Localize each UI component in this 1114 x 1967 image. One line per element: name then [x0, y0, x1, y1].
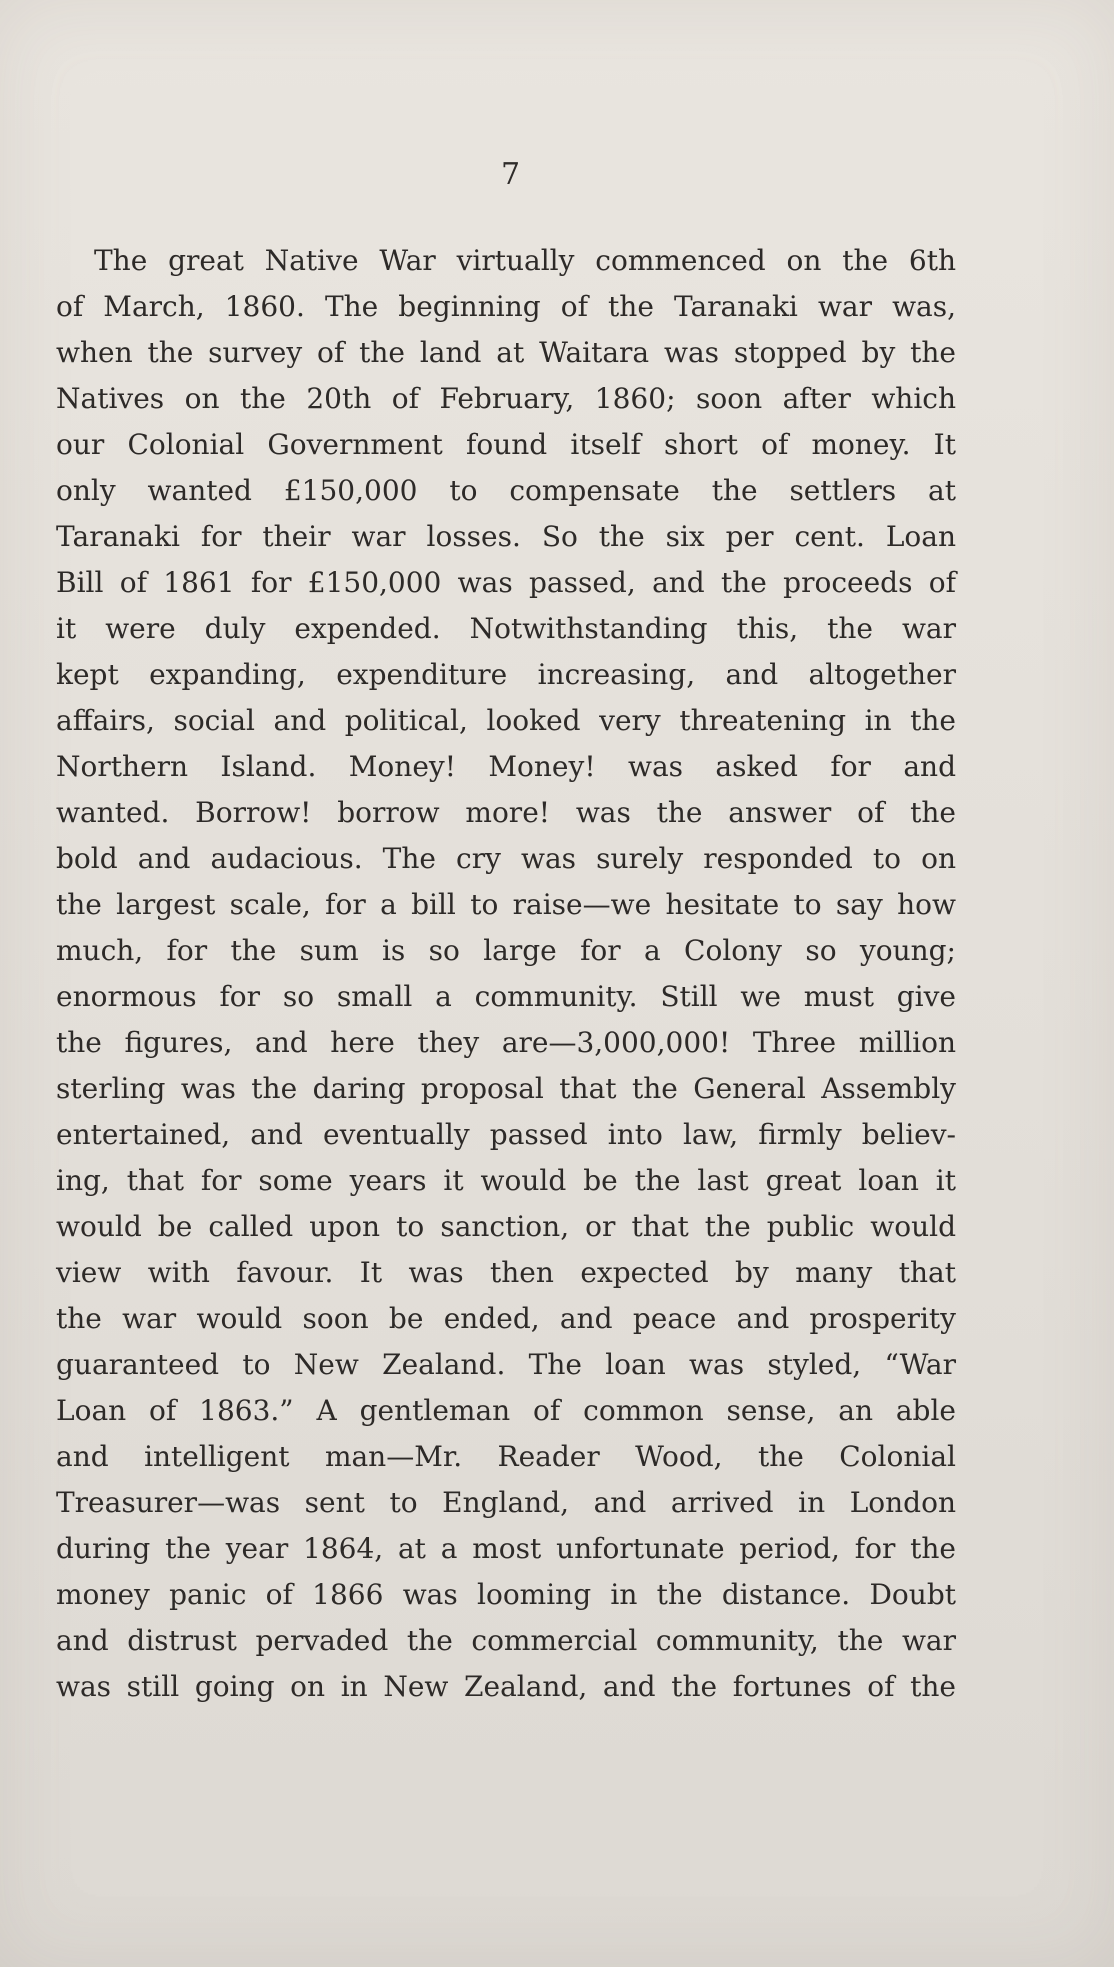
text-line: and distrust pervaded the commercial community, the war [56, 1624, 956, 1657]
text-line: Northern Island. Money! Money! was asked for and [56, 750, 956, 783]
text-line: Taranaki for their war losses. So the six per cent. Loan [56, 520, 956, 553]
text-line: was still going on in New Zealand, and the fortunes of the [56, 1670, 956, 1703]
text-line: affairs, social and political, looked very threatening in the [56, 704, 956, 737]
text-line: view with favour. It was then expected by many that [56, 1256, 956, 1289]
text-line: The great Native War virtually commenced on the 6th [94, 244, 956, 277]
text-line: during the year 1864, at a most unfortunate period, for the [56, 1532, 956, 1565]
text-line: guaranteed to New Zealand. The loan was styled, “War [56, 1348, 956, 1381]
page-number: 7 [500, 157, 521, 192]
text-line: the war would soon be ended, and peace and prosperity [56, 1302, 956, 1335]
text-line: only wanted £150,000 to compensate the settlers at [56, 474, 956, 507]
text-line: money panic of 1866 was looming in the distance. Doubt [56, 1578, 956, 1611]
body-paragraph [56, 238, 956, 1710]
text-line: Natives on the 20th of February, 1860; soon after which [56, 382, 956, 415]
text-line: would be called upon to sanction, or that the public would [56, 1210, 956, 1243]
text-line: of March, 1860. The beginning of the Taranaki war was, [56, 290, 956, 323]
text-line: kept expanding, expenditure increasing, and altogether [56, 658, 956, 691]
text-line: the largest scale, for a bill to raise—we hesitate to say how [56, 888, 956, 921]
text-line: Loan of 1863.” A gentleman of common sense, an able [56, 1394, 956, 1427]
text-line: entertained, and eventually passed into law, firmly believ- [56, 1118, 956, 1151]
text-line: the figures, and here they are—3,000,000! Three million [56, 1026, 956, 1059]
text-line: much, for the sum is so large for a Colony so young; [56, 934, 956, 967]
text-line: it were duly expended. Notwithstanding this, the war [56, 612, 956, 645]
text-line: our Colonial Government found itself short of money. It [56, 428, 956, 461]
text-line: enormous for so small a community. Still we must give [56, 980, 956, 1013]
text-line: ing, that for some years it would be the last great loan it [56, 1164, 956, 1197]
text-line: Bill of 1861 for £150,000 was passed, and the proceeds of [56, 566, 956, 599]
text-line: and intelligent man—Mr. Reader Wood, the Colonial [56, 1440, 956, 1473]
text-line: sterling was the daring proposal that the General Assembly [56, 1072, 956, 1105]
text-line: when the survey of the land at Waitara was stopped by the [56, 336, 956, 369]
text-line: Treasurer—was sent to England, and arrived in London [56, 1486, 956, 1519]
text-line: wanted. Borrow! borrow more! was the answer of the [56, 796, 956, 829]
text-line: bold and audacious. The cry was surely responded to on [56, 842, 956, 875]
